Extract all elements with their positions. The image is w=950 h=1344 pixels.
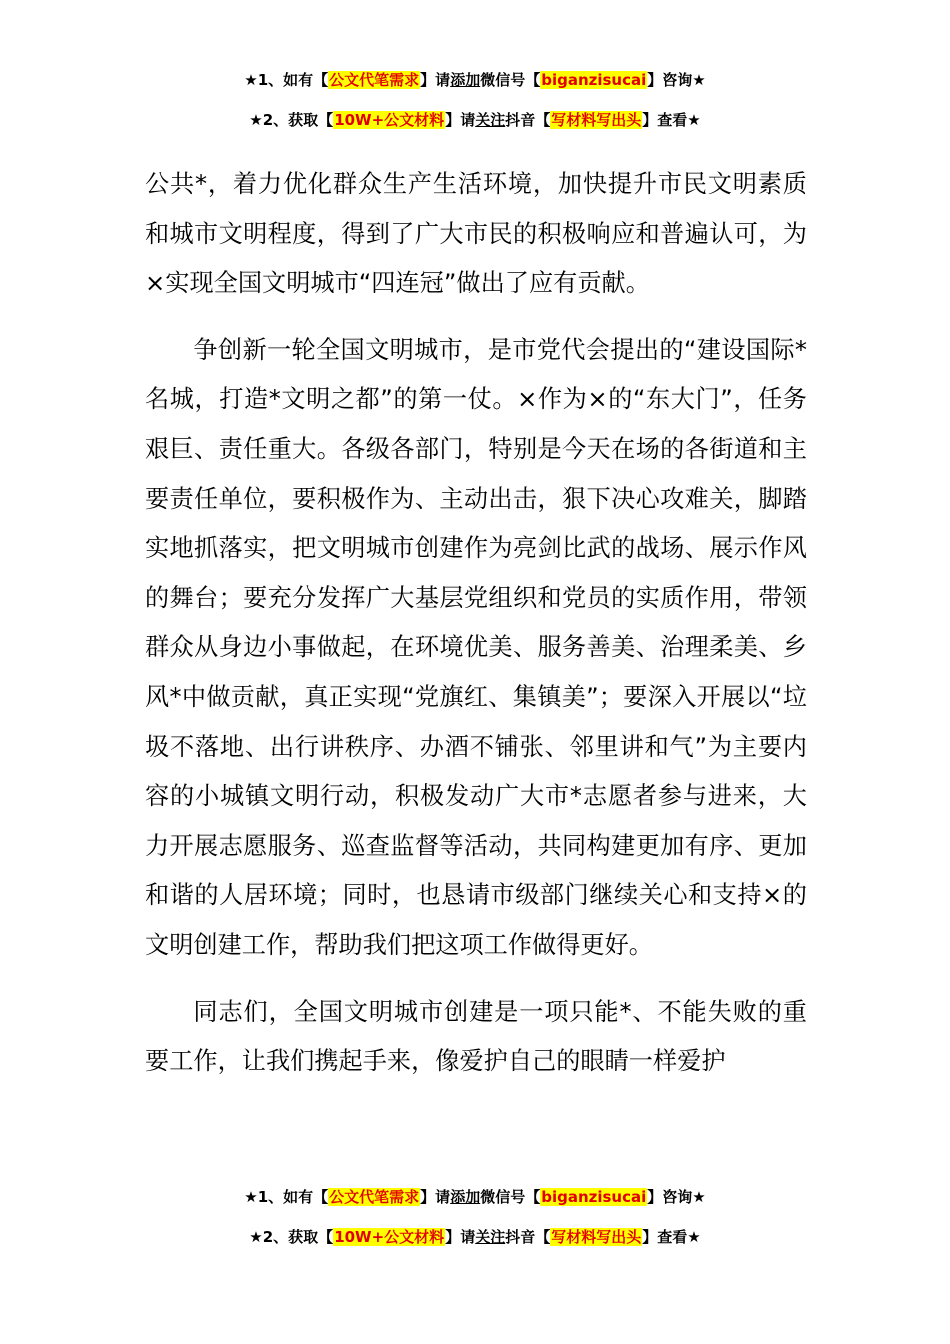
follow-emphasis: 关注: [475, 111, 506, 129]
header-banner: [0, 69, 950, 131]
add-emphasis: 添加: [450, 71, 481, 89]
footer-line-1-mid1: 】请: [420, 1188, 451, 1206]
header-line-1-suffix: 】咨询★: [647, 71, 706, 89]
footer-line-2-mid1: 】请: [445, 1228, 476, 1246]
footer-line-1: [0, 1186, 950, 1208]
header-line-2: [0, 109, 950, 131]
footer-line-1-prefix: ★1、如有【: [244, 1188, 329, 1206]
footer-line-2: [0, 1226, 950, 1248]
footer-banner: [0, 1186, 950, 1248]
add-emphasis: 添加: [450, 1188, 481, 1206]
header-line-1-mid1: 】请: [420, 71, 451, 89]
header-line-2-mid1: 】请: [445, 111, 476, 129]
header-line-2-prefix: ★2、获取【: [249, 111, 334, 129]
header-line-1-prefix: ★1、如有【: [244, 71, 329, 89]
service-highlight: 公文代笔需求: [329, 1188, 420, 1206]
paragraph-2: 争创新一轮全国文明城市，是市党代会提出的“建设国际*名城，打造*文明之都”的第一仗。×作为×的“东大门”，任务艰巨、责任重大。各级各部门，特别是今天在场的各街道和主要责任单位，要积极作为、主动出击，狠下决心攻难关，脚踏实地抓落实，把文明城市创建作为亮剑比武的战场、展示作风的舞台；要充分发挥广大基层党组织和党员的实质作用，带领群众从身边小事做起，在环境优美、服务善美、治理柔美、乡风*中做贡献，真正实现“党旗红、集镇美”；要深入开展以“垃圾不落地、出行讲秩序、办酒不铺张、邻里讲和气”为主要内容的小城镇文明行动，积极发动广大市*志愿者参与进来，大力开展志愿服务、巡查监督等活动，共同构建更加有序、更加和谐的人居环境；同时，也恳请市级部门继续关心和支持×的文明创建工作，帮助我们把这项工作做得更好。: [145, 335, 807, 959]
douyin-account-highlight: 写材料写出头: [551, 1228, 642, 1246]
paragraph-3: 同志们，全国文明城市创建是一项只能*、不能失败的重要工作，让我们携起手来，像爱护自己的眼睛一样爱护: [145, 997, 807, 1076]
footer-line-2-prefix: ★2、获取【: [249, 1228, 334, 1246]
header-line-1: [0, 69, 950, 91]
douyin-account-highlight: 写材料写出头: [551, 111, 642, 129]
materials-highlight: 10W+公文材料: [334, 111, 445, 129]
document-body: [145, 160, 807, 1104]
wechat-id-highlight: biganzisucai: [541, 71, 647, 89]
footer-line-2-suffix: 】查看★: [642, 1228, 701, 1246]
footer-line-1-mid2: 微信号【: [480, 1188, 541, 1206]
header-line-2-suffix: 】查看★: [642, 111, 701, 129]
follow-emphasis: 关注: [475, 1228, 506, 1246]
footer-line-2-mid2: 抖音【: [505, 1228, 551, 1246]
wechat-id-highlight: biganzisucai: [541, 1188, 647, 1206]
materials-highlight: 10W+公文材料: [334, 1228, 445, 1246]
service-highlight: 公文代笔需求: [329, 71, 420, 89]
paragraph-1: 公共*，着力优化群众生产生活环境，加快提升市民文明素质和城市文明程度，得到了广大市民的积极响应和普遍认可，为×实现全国文明城市“四连冠”做出了应有贡献。: [145, 170, 807, 298]
header-line-2-mid2: 抖音【: [505, 111, 551, 129]
footer-line-1-suffix: 】咨询★: [647, 1188, 706, 1206]
header-line-1-mid2: 微信号【: [480, 71, 541, 89]
